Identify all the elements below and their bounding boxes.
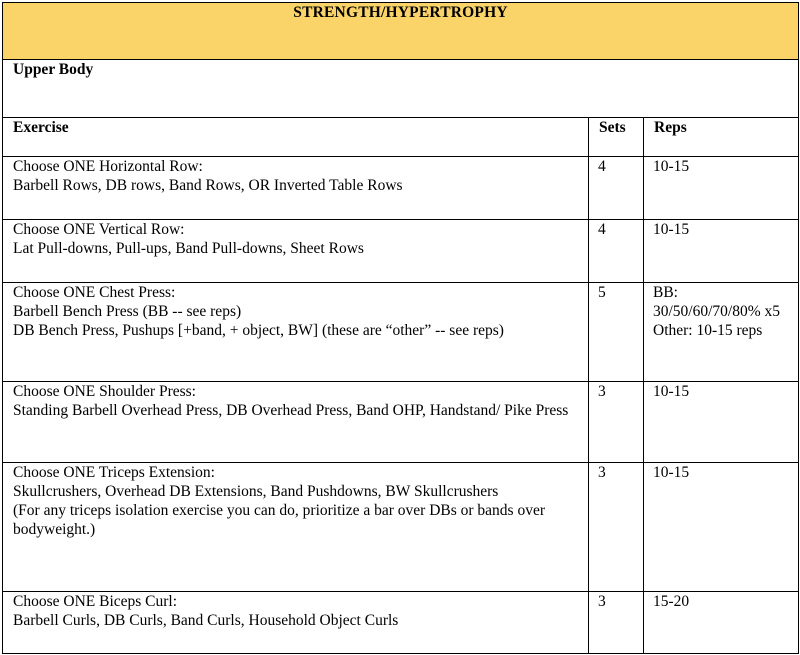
table-row — [3, 382, 799, 463]
exercise-category: Choose ONE Chest Press: — [13, 284, 176, 301]
sets-cell: 3 — [589, 592, 644, 654]
exercise-category: Choose ONE Biceps Curl: — [13, 593, 178, 610]
exercise-options: Barbell Bench Press (BB -- see reps) — [13, 303, 242, 320]
reps-value: 10-15 — [653, 221, 690, 238]
exercise-cell — [3, 463, 589, 592]
sets-cell: 3 — [589, 463, 644, 592]
table-row — [3, 592, 799, 654]
sets-cell: 4 — [589, 220, 644, 283]
exercise-options: Barbell Rows, DB rows, Band Rows, OR Inverted Table Rows — [13, 177, 403, 194]
reps-value: 10-15 — [653, 464, 690, 481]
exercise-options: Skullcrushers, Overhead DB Extensions, Band Pushdowns, BW Skullcrushers — [13, 483, 499, 500]
exercise-category: Choose ONE Horizontal Row: — [13, 158, 203, 175]
column-header-row — [3, 118, 799, 157]
table-row — [3, 463, 799, 592]
exercise-options: Barbell Curls, DB Curls, Band Curls, Household Object Curls — [13, 612, 399, 629]
exercise-cell — [3, 283, 589, 382]
section-heading: Upper Body — [3, 60, 799, 118]
reps-value: 10-15 — [653, 158, 690, 175]
exercise-cell — [3, 382, 589, 463]
sets-cell: 4 — [589, 157, 644, 220]
workout-table — [2, 2, 799, 654]
sets-cell: 3 — [589, 382, 644, 463]
exercise-category: Choose ONE Vertical Row: — [13, 221, 185, 238]
table-row — [3, 283, 799, 382]
reps-cell — [644, 157, 799, 220]
reps-value: 30/50/60/70/80% x5 — [653, 303, 781, 320]
reps-value: Other: 10-15 reps — [653, 322, 763, 339]
sets-cell: 5 — [589, 283, 644, 382]
reps-cell — [644, 283, 799, 382]
exercise-category: Choose ONE Triceps Extension: — [13, 464, 215, 481]
exercise-options: DB Bench Press, Pushups [+band, + object, BW] (these are “other” -- see reps) — [13, 322, 504, 339]
header-exercise: Exercise — [3, 118, 589, 157]
exercise-note: (For any triceps isolation exercise you can do, prioritize a bar over DBs or bands over bodyweight.) — [13, 502, 546, 538]
table-row — [3, 220, 799, 283]
exercise-cell — [3, 592, 589, 654]
exercise-options: Lat Pull-downs, Pull-ups, Band Pull-downs, Sheet Rows — [13, 240, 364, 257]
header-reps: Reps — [644, 118, 799, 157]
exercise-cell — [3, 220, 589, 283]
table-row — [3, 157, 799, 220]
reps-cell — [644, 382, 799, 463]
reps-value: BB: — [653, 284, 678, 301]
table-title: STRENGTH/HYPERTROPHY — [3, 3, 799, 60]
title-row — [3, 3, 799, 60]
exercise-category: Choose ONE Shoulder Press: — [13, 383, 196, 400]
header-sets: Sets — [589, 118, 644, 157]
exercise-options: Standing Barbell Overhead Press, DB Overhead Press, Band OHP, Handstand/ Pike Press — [13, 402, 569, 419]
reps-cell — [644, 220, 799, 283]
reps-value: 15-20 — [653, 593, 690, 610]
reps-value: 10-15 — [653, 383, 690, 400]
section-row — [3, 60, 799, 118]
reps-cell — [644, 463, 799, 592]
reps-cell — [644, 592, 799, 654]
exercise-cell — [3, 157, 589, 220]
